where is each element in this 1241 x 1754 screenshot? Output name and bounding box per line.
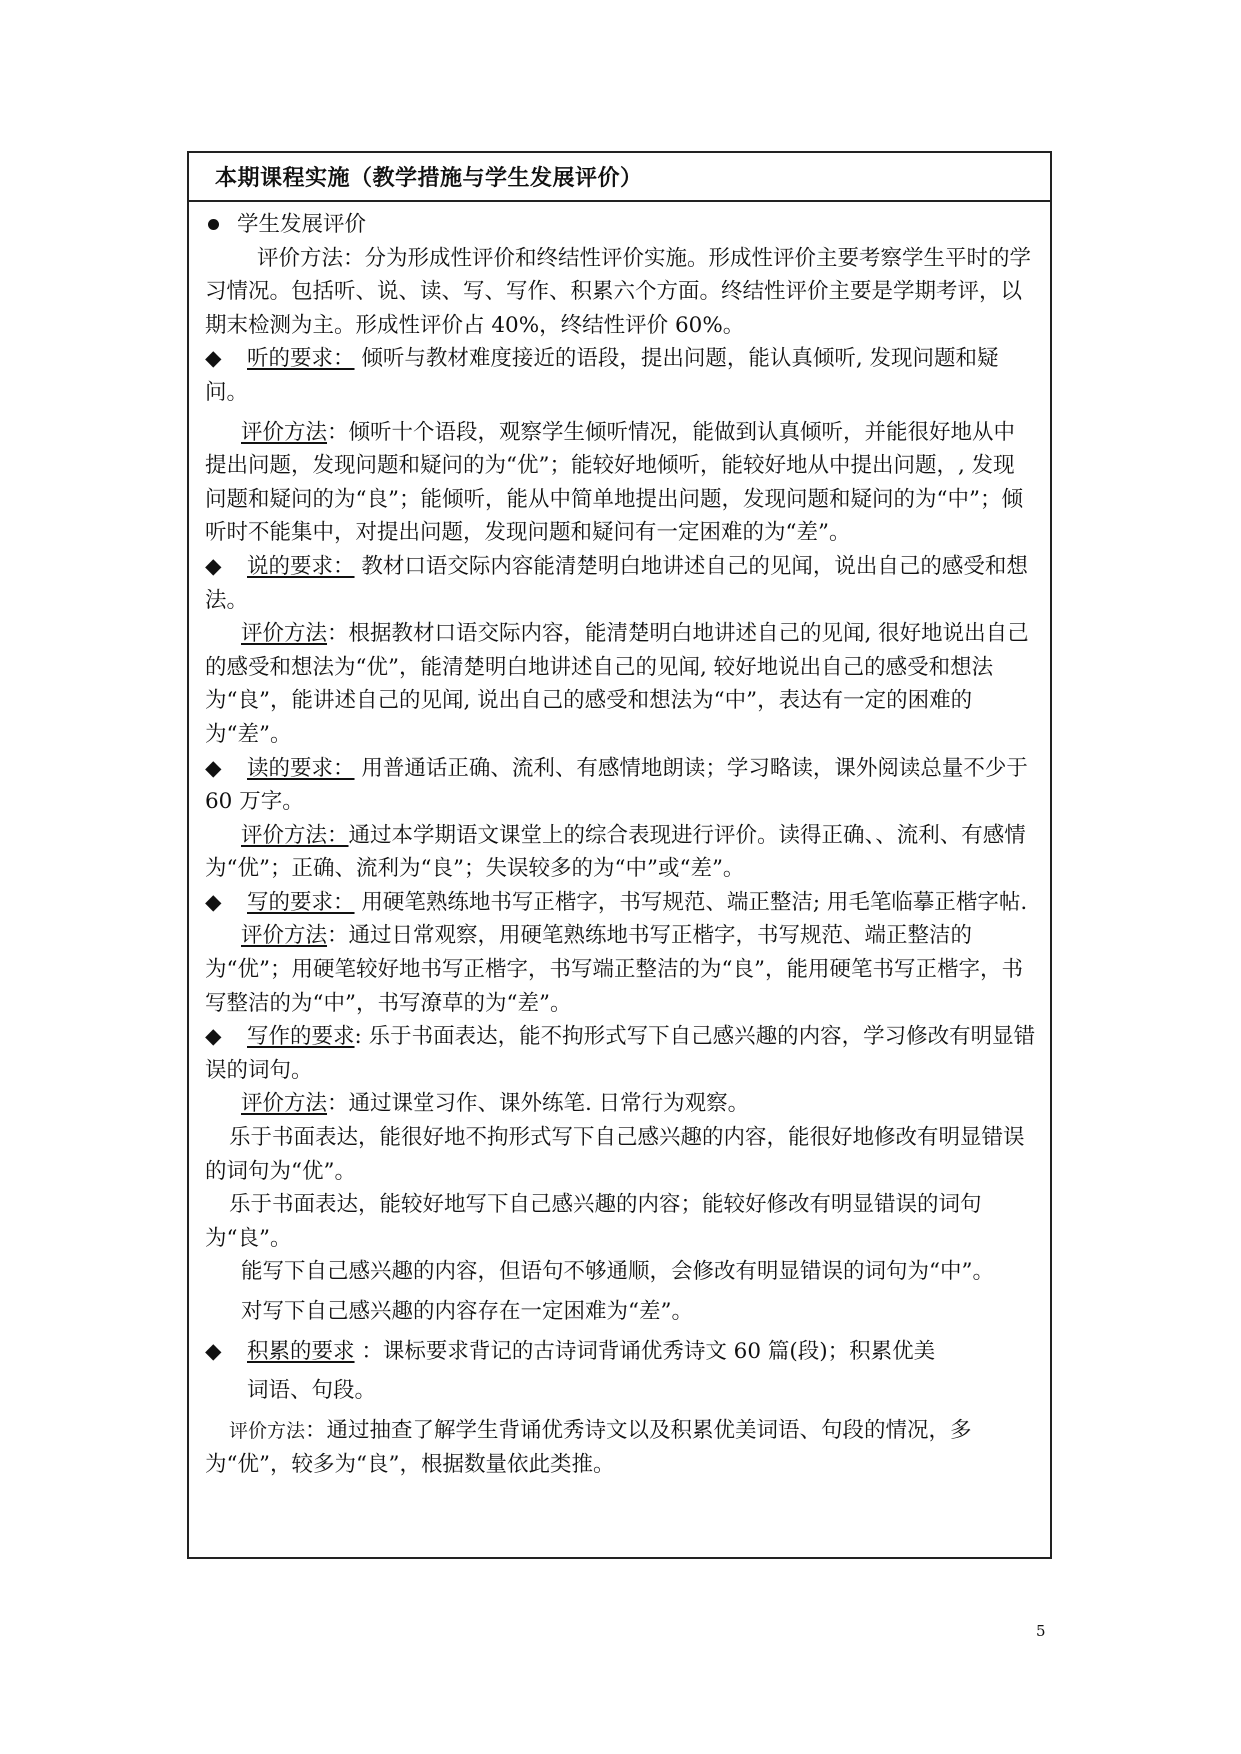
read-method: 评价方法：通过本学期语文课堂上的综合表现进行评价。读得正确、、流利、有感情为“优”；正确、流利为“良”；失误较多的为“中”或“差”。 xyxy=(205,822,1026,882)
write-method: 评价方法：通过日常观察，用硬笔熟练地书写正楷字，书写规范、端正整洁的为“优”；用硬笔较好地书写正楷字，书写端正整洁的为“良”，能用硬笔书写正楷字，书写整洁的为“中”，书写潦草的为“差”。 xyxy=(205,923,1023,1016)
diamond-bullet-icon: ◆ xyxy=(205,1024,222,1050)
accumulate-requirement: ◆ 积累的要求 ：课标要求背记的古诗词背诵优秀诗文 60 篇(段)；积累优美 xyxy=(205,1335,1036,1369)
read-requirement: ◆ 读的要求： 用普通话正确、流利、有感情地朗读；学习略读，课外阅读总量不少于 60 万字。 xyxy=(205,752,1036,819)
accumulate-method: 评价方法：通过抽查了解学生背诵优秀诗文以及积累优美词语、句段的情况，多为“优”，较多为“良”，根据数量依此类推。 xyxy=(205,1417,972,1478)
table-header: 本期课程实施（教学措施与学生发展评价） xyxy=(189,153,1050,202)
diamond-bullet-icon: ◆ xyxy=(205,1338,222,1364)
diamond-bullet-icon: ◆ xyxy=(205,553,222,579)
speak-requirement: ◆ 说的要求： 教材口语交际内容能清楚明白地讲述自己的见闻，说出自己的感受和想法。 xyxy=(205,550,1036,617)
section-heading: 学生发展评价 xyxy=(205,208,1036,242)
listen-method: 评价方法：倾听十个语段，观察学生倾听情况，能做到认真倾听，并能很好地从中提出问题，发现问题和疑问的为“优”；能较好地倾听，能较好地从中提出问题，, 发现问题和疑问的为“良”；能倾听，能从中简单地提出问题，发现问题和疑问的为“中”；倾听时不能集中，对提出问题，发现问题和疑问有一定困难的为“差”。 xyxy=(205,419,1023,546)
table-body xyxy=(189,202,1050,1482)
content-table xyxy=(187,151,1052,1559)
diamond-bullet-icon: ◆ xyxy=(205,755,222,781)
composition-grade-good: 乐于书面表达，能较好地写下自己感兴趣的内容；能较好修改有明显错误的词句为“良”。 xyxy=(205,1192,982,1251)
composition-requirement: ◆ 写作的要求: 乐于书面表达，能不拘形式写下自己感兴趣的内容，学习修改有明显错误的词句。 xyxy=(205,1020,1036,1087)
intro-paragraph: 评价方法：分为形成性评价和终结性评价实施。形成性评价主要考察学生平时的学习情况。包括听、说、读、写、写作、积累六个方面。终结性评价主要是学期考评，以期末检测为主。形成性评价占 40%，终结性评价 60%。 xyxy=(205,245,1032,338)
composition-method: 评价方法：通过课堂习作、课外练笔. 日常行为观察。 xyxy=(241,1091,750,1117)
diamond-bullet-icon: ◆ xyxy=(205,346,222,372)
diamond-bullet-icon: ◆ xyxy=(205,889,222,915)
page-number: 5 xyxy=(1036,1622,1046,1640)
accumulate-requirement-cont: 词语、句段。 xyxy=(247,1378,377,1404)
speak-method: 评价方法：根据教材口语交际内容，能清楚明白地讲述自己的见闻, 很好地说出自己的感受和想法为“优”，能清楚明白地讲述自己的见闻, 较好地说出自己的感受和想法为“良”，能讲述自己的见闻, 说出自己的感受和想法为“中”，表达有一定的困难的为“差”。 xyxy=(205,621,1029,747)
bullet-dot-icon xyxy=(208,219,219,230)
composition-grade-fair: 能写下自己感兴趣的内容，但语句不够通顺，会修改有明显错误的词句为“中”。 xyxy=(241,1259,994,1285)
composition-grade-excellent: 乐于书面表达，能很好地不拘形式写下自己感兴趣的内容，能很好地修改有明显错误的词句为“优”。 xyxy=(205,1125,1025,1184)
composition-grade-poor: 对写下自己感兴趣的内容存在一定困难为“差”。 xyxy=(241,1299,693,1324)
listen-requirement: ◆ 听的要求： 倾听与教材难度接近的语段，提出问题，能认真倾听, 发现问题和疑问。 xyxy=(205,342,1036,409)
write-requirement: ◆ 写的要求： 用硬笔熟练地书写正楷字，书写规范、端正整洁; 用毛笔临摹正楷字帖. xyxy=(205,886,1036,920)
